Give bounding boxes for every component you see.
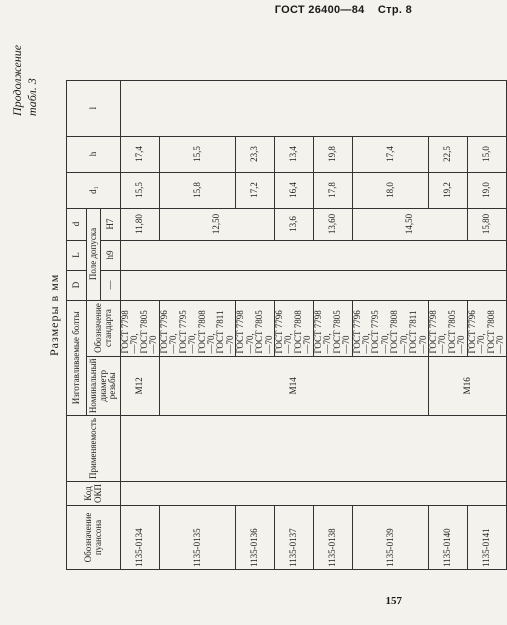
cell-standards: ГОСТ 7798—70, ГОСТ 7805—70	[313, 300, 352, 356]
cell-d1: 15,5	[121, 172, 160, 208]
cell-designation: 1135-0138	[313, 506, 352, 570]
cell-d: 13,60	[313, 208, 352, 240]
cell-l	[121, 80, 507, 136]
cell-d1: 17,8	[313, 172, 352, 208]
cell-d1: 19,0	[467, 172, 506, 208]
cell-d1: 18,0	[352, 172, 429, 208]
cell-h: 23,3	[236, 136, 275, 172]
cell-h: 15,0	[467, 136, 506, 172]
header-l: l	[67, 80, 121, 136]
punch-dimensions-table	[66, 80, 507, 570]
cell-designation: 1135-0135	[159, 506, 236, 570]
cell-okp	[121, 481, 507, 505]
cell-standards: ГОСТ 7796—70, ГОСТ 7808—70	[275, 300, 314, 356]
cell-thread: M12	[121, 356, 160, 416]
header-applicability: Применяемость	[67, 416, 121, 482]
page-header	[265, 4, 412, 16]
rotated-content	[10, 24, 506, 586]
header-bolt-std: Обозначение стандарта	[87, 300, 121, 356]
header-designation: Обозначение пуансона	[67, 506, 121, 570]
cell-designation: 1135-0141	[467, 506, 506, 570]
cell-h: 17,4	[121, 136, 160, 172]
header-thread-diam: Номинальный диаметр резьбы	[87, 356, 121, 416]
cell-thread: M14	[159, 356, 428, 416]
cell-d: 15,80	[467, 208, 506, 240]
cell-designation: 1135-0139	[352, 506, 429, 570]
cell-standards: ГОСТ 7796—70, ГОСТ 7795—70, ГОСТ 7808—70, ГОСТ 7811—70	[159, 300, 236, 356]
header-d: d	[67, 208, 87, 240]
cell-d1: 16,4	[275, 172, 314, 208]
cell-thread: M16	[429, 356, 507, 416]
cell-h: 13,4	[275, 136, 314, 172]
cell-designation: 1135-0134	[121, 506, 160, 570]
cell-h: 15,5	[159, 136, 236, 172]
cell-standards: ГОСТ 7798—70, ГОСТ 7805—70	[121, 300, 160, 356]
header-h: h	[67, 136, 121, 172]
cell-d: 13,6	[275, 208, 314, 240]
continuation-label: Продолжение табл. 3	[10, 44, 39, 116]
table-row	[121, 80, 160, 569]
header-tol-L: h9	[101, 240, 121, 270]
header-bolts-group: Изготавливаемые болты	[67, 300, 87, 416]
cell-L	[121, 240, 507, 270]
cell-d1: 19,2	[429, 172, 468, 208]
header-okp: Код ОКП	[67, 481, 121, 505]
cell-D	[121, 270, 507, 300]
rotated-page-area	[10, 24, 506, 586]
header-tolerance: Поле допуска	[87, 208, 101, 300]
header-tol-d: H7	[101, 208, 121, 240]
standard-number: ГОСТ 26400—84	[274, 4, 365, 16]
header-D: D	[67, 270, 87, 300]
cell-d: 14,50	[352, 208, 467, 240]
header-tol-D: —	[101, 270, 121, 300]
dimensions-caption: Размеры в мм	[47, 273, 61, 356]
cell-h: 19,8	[313, 136, 352, 172]
cell-applicability	[121, 416, 507, 482]
cell-standards: ГОСТ 7796—70, ГОСТ 7808—70	[467, 300, 506, 356]
page-label: Стр. 8	[377, 4, 412, 16]
cell-d1: 15,8	[159, 172, 236, 208]
cell-d: 12,50	[159, 208, 274, 240]
cell-standards: ГОСТ 7798—70, ГОСТ 7805—70	[429, 300, 468, 356]
page-number: 157	[385, 595, 402, 607]
cell-h: 17,4	[352, 136, 429, 172]
header-d1: d₁	[67, 172, 121, 208]
cell-standards: ГОСТ 7796—70, ГОСТ 7795—70, ГОСТ 7808—70, ГОСТ 7811—70	[352, 300, 429, 356]
cell-d: 11,80	[121, 208, 160, 240]
cell-designation: 1135-0140	[429, 506, 468, 570]
cell-standards: ГОСТ 7798—70, ГОСТ 7805—70	[236, 300, 275, 356]
cell-designation: 1135-0137	[275, 506, 314, 570]
header-L: L	[67, 240, 87, 270]
cell-h: 22,5	[429, 136, 468, 172]
cell-d1: 17,2	[236, 172, 275, 208]
cell-designation: 1135-0136	[236, 506, 275, 570]
